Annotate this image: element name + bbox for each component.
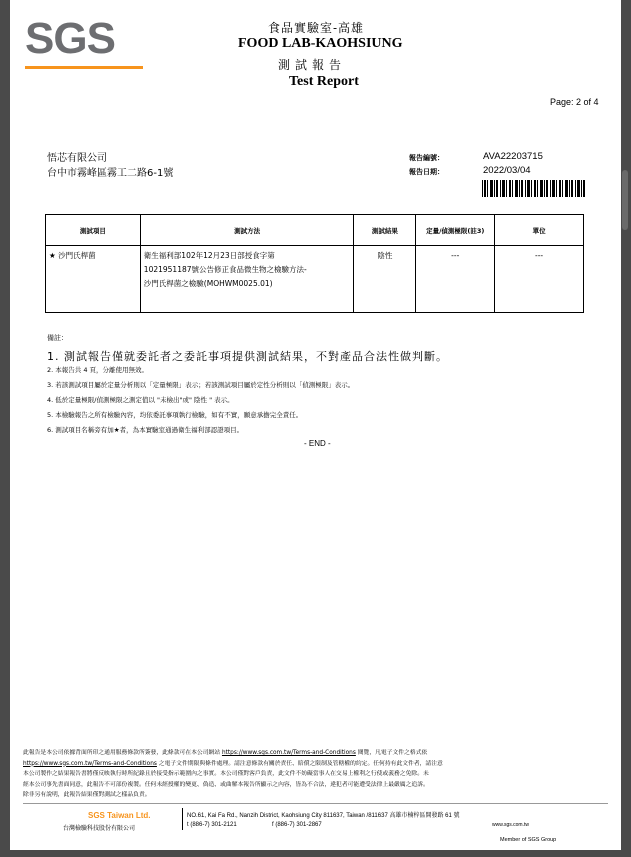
client-block [47, 151, 173, 181]
company-name-en: SGS Taiwan Ltd. [88, 811, 151, 820]
report-info-values [483, 150, 543, 178]
cell-limit: --- [416, 246, 495, 313]
cell-item: ★ 沙門氏桿菌 [46, 246, 141, 313]
col-header-item: 測試項目 [46, 215, 141, 246]
method-line: 1021951187號公告修正食品微生物之檢驗方法- [143, 265, 307, 274]
report-date: 2022/03/04 [483, 165, 531, 176]
report-date-label: 報告日期： [409, 168, 444, 176]
note-item: 4. 低於定量極限/偵測極限之測定值以 "未檢出"或" 陰性 " 表示。 [47, 396, 234, 404]
barcode-icon [482, 180, 586, 197]
note-item: 1. 測試報告僅就委託者之委託事項提供測試結果，不對產品合法性做判斷。 [47, 350, 448, 363]
col-header-unit: 單位 [495, 215, 584, 246]
member-of-group: Member of SGS Group [500, 837, 557, 843]
page-number: Page: 2 of 4 [550, 97, 599, 107]
disclaimer [23, 748, 613, 801]
cell-unit: --- [495, 246, 584, 313]
method-line: 衛生福利部102年12月23日部授食字第 [143, 251, 275, 260]
lab-name-en: FOOD LAB-KAOHSIUNG [238, 36, 403, 51]
lab-name-cn: 食品實驗室-高雄 [268, 21, 365, 35]
disclaimer-text: 閱覽，凡電子文件之格式依 [357, 750, 428, 756]
footer-vertical-divider [182, 808, 183, 830]
sgs-logo-underline [25, 66, 143, 69]
report-number-label: 報告編號： [409, 154, 444, 162]
client-name: 悟芯有限公司 [47, 153, 107, 164]
cell-result: 陰性 [354, 246, 416, 313]
cell-method [140, 246, 354, 313]
scrollbar-thumb[interactable] [622, 170, 628, 230]
table-row [46, 246, 584, 313]
disclaimer-text: 本公司製作之結果報告書將僅反映執行時所紀錄且於接受指示範圍內之事實。本公司僅對客戶負責，此文件不妨礙當事人在交易上權利之行使或義務之免除。未 [23, 771, 429, 777]
sgs-logo-text: SGS [25, 14, 115, 63]
end-marker: - END - [304, 439, 331, 448]
company-website[interactable]: www.sgs.com.tw [492, 822, 529, 828]
disclaimer-text: 此報告是本公司依據背面所印之通用服務條款所簽發，此條款可在本公司網站 [23, 750, 221, 756]
col-header-limit: 定量/偵測極限(註3) [416, 215, 495, 246]
note-item: 5. 本檢驗報告之所有檢驗內容，均依委託事項執行檢驗，如有不實，願意承擔完全責任。 [47, 411, 303, 419]
results-table [45, 214, 584, 313]
disclaimer-text: 經本公司事先書面同意，此報告不可部份複製。任何未經授權的變更、偽造、或曲解本報告所顯示之內容，皆為不合法，違犯者可能遭受法律上最嚴厲之追訴。 [23, 781, 429, 788]
report-page [10, 0, 621, 850]
report-number: AVA22203715 [483, 151, 543, 162]
company-fax: f (886-7) 301-2867 [272, 822, 322, 828]
report-title-cn: 測試報告 [278, 58, 347, 72]
footer-divider [23, 803, 608, 804]
note-item: 6. 測試項目名稱旁有加★者，為本實驗室通過衛生福利部認證項目。 [47, 426, 244, 434]
company-name-cn: 台灣檢驗科技股份有限公司 [63, 825, 136, 832]
col-header-result: 測試結果 [354, 215, 416, 246]
notes-title: 備註： [47, 334, 68, 342]
note-item: 3. 若該測試項目屬於定量分析則以「定量極限」表示；若該測試項目屬於定性分析則以「偵測極限」表示。 [47, 381, 355, 389]
sgs-logo [25, 14, 135, 64]
disclaimer-text: 除非另有說明，此報告結果僅對測試之樣品負責。 [23, 792, 151, 798]
client-address: 台中市霧峰區霧工二路6-1號 [47, 168, 174, 179]
report-title-en: Test Report [289, 74, 359, 89]
col-header-method: 測試方法 [140, 215, 354, 246]
terms-link[interactable]: https://www.sgs.com.tw/Terms-and-Conditions [221, 750, 356, 756]
terms-link[interactable]: https://www.sgs.com.tw/Terms-and-Conditions [23, 760, 157, 767]
note-item: 2. 本報告共 4 頁，分離使用無效。 [47, 366, 149, 374]
results-header-row [46, 215, 584, 246]
disclaimer-text: 之電子文件期限與條件處理。請注意條款有關於責任、賠償之限制及管轄權的約定。任何持有此文件者，請注意 [158, 760, 443, 767]
report-info-labels [409, 151, 444, 179]
method-line: 沙門氏桿菌之檢驗(MOHWM0025.01) [143, 279, 273, 288]
company-phone: t (886-7) 301-2121 [187, 822, 237, 828]
company-address: NO.61, Kai Fa Rd., Nanzih District, Kaohsiung City 811637, Taiwan /811637 高雄市楠梓區開發路 61 號 [187, 813, 460, 819]
